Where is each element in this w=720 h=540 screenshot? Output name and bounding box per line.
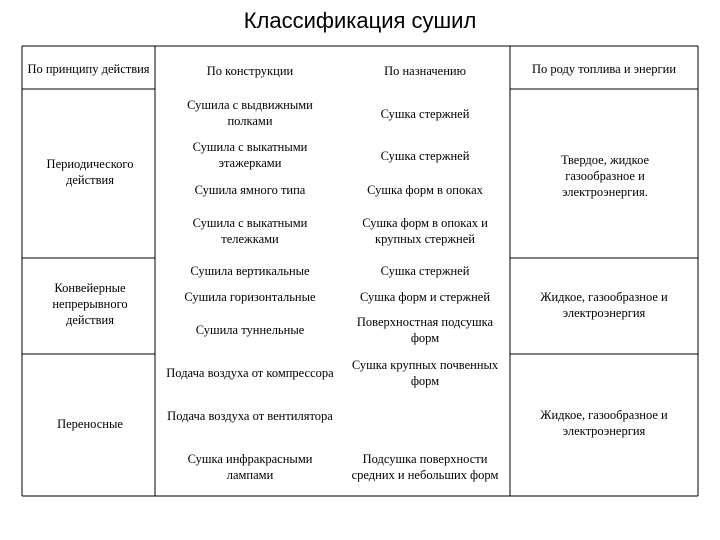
- row-construction: Сушила с выкатными этажерками: [192, 140, 308, 170]
- group-portable: Переносные: [57, 417, 123, 431]
- group-periodic-fuel: Твердое, жидкое газообразное и электроэнергия.: [560, 153, 650, 199]
- header-purpose: По назначению: [384, 64, 466, 78]
- row-construction: Сушка инфракрасными лампами: [187, 452, 313, 482]
- page-title: Классификация сушил: [243, 8, 477, 33]
- header-fuel: По роду топлива и энергии: [531, 62, 677, 76]
- row-purpose: Подсушка поверхности средних и небольших форм: [351, 452, 499, 482]
- row-construction: Подача воздуха от компрессора: [166, 366, 334, 380]
- row-purpose: Сушка стержней: [380, 107, 470, 121]
- group-conveyor-fuel: Жидкое, газообразное и электроэнергия: [540, 290, 668, 320]
- row-purpose: [345, 399, 505, 433]
- group-periodic: Периодического действия: [46, 157, 134, 187]
- row-purpose: Сушка крупных почвенных форм: [351, 358, 499, 388]
- row-construction: Сушила с выдвижными полками: [187, 98, 313, 128]
- group-conveyor: Конвейерные непрерывного действия: [52, 281, 128, 327]
- row-purpose: Сушка стержней: [380, 149, 470, 163]
- row-purpose: Сушка форм и стержней: [359, 290, 491, 304]
- row-construction: Подача воздуха от вентилятора: [167, 409, 333, 423]
- row-construction: Сушила горизонтальные: [184, 290, 316, 304]
- row-construction: Сушила с выкатными тележками: [192, 216, 308, 246]
- row-construction: Сушила туннельные: [195, 323, 305, 337]
- header-construction: По конструкции: [206, 64, 294, 78]
- row-construction: Сушила вертикальные: [190, 264, 310, 278]
- group-portable-fuel: Жидкое, газообразное и электроэнергия: [540, 408, 668, 438]
- row-construction: Сушила ямного типа: [194, 183, 306, 197]
- row-purpose: Сушка форм в опоках: [367, 183, 483, 197]
- row-purpose: Сушка форм в опоках и крупных стержней: [362, 216, 488, 246]
- row-purpose: Поверхностная подсушка форм: [356, 315, 494, 345]
- row-purpose: Сушка стержней: [380, 264, 470, 278]
- header-principle: По принципу действия: [27, 62, 150, 76]
